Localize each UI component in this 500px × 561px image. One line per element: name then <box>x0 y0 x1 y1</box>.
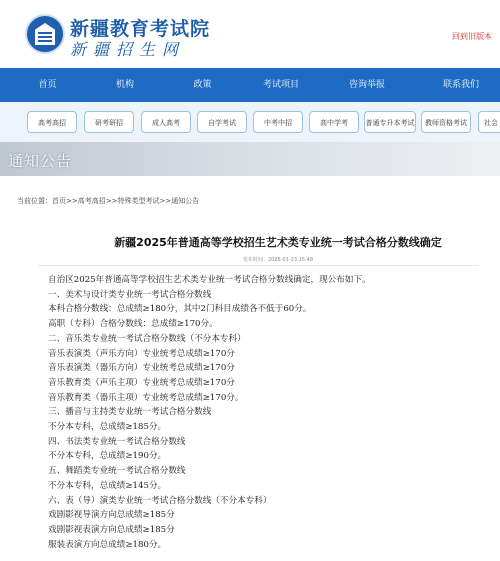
main-nav <box>0 68 500 102</box>
article-paragraph: 本科合格分数线：总成绩≥180分，其中2门科目成绩各不低于60分。 <box>48 304 312 315</box>
site-header <box>0 0 500 68</box>
breadcrumb-separator: >> <box>159 197 172 205</box>
article-paragraph: 五、舞蹈类专业统一考试合格分数线 <box>48 466 186 477</box>
breadcrumb-item-gaokao[interactable]: 高考高招 <box>77 197 106 205</box>
category-teacher-cert[interactable]: 教师资格考试 <box>421 111 471 133</box>
breadcrumb-separator: >> <box>66 197 78 205</box>
article-paragraph: 戏剧影视导演方向总成绩≥185分 <box>48 510 175 521</box>
breadcrumb-item-special-exam[interactable]: 特殊类型考试 <box>117 197 160 205</box>
article-title: 新疆2025年普通高等学校招生艺术类专业统一考试合格分数线确定 <box>114 236 442 249</box>
return-old-version-link[interactable]: 回到旧版本 <box>452 32 492 41</box>
banner-title: 通知公告 <box>8 152 73 170</box>
article-paragraph: 不分本专科，总成绩≥190分。 <box>48 451 167 462</box>
category-adult-exam[interactable]: 成人高考 <box>141 111 191 133</box>
category-bar <box>0 102 500 142</box>
breadcrumb <box>17 196 199 206</box>
article-paragraph: 戏剧影视表演方向总成绩≥185分 <box>48 524 175 535</box>
article-paragraph: 音乐教育类（器乐主项）专业统考总成绩≥170分。 <box>48 392 244 403</box>
nav-consult-report[interactable]: 咨询举报 <box>348 80 385 90</box>
article-paragraph: 音乐表演类（声乐方向）专业统考总成绩≥170分 <box>48 348 235 359</box>
nav-exam-projects[interactable]: 考试项目 <box>262 80 299 90</box>
category-graduate[interactable]: 研考研招 <box>84 111 134 133</box>
article-paragraph: 二、音乐类专业统一考试合格分数线（不分本专科） <box>48 333 246 344</box>
site-title[interactable]: 新疆教育考试院 <box>70 18 211 40</box>
breadcrumb-prefix: 当前位置： <box>17 197 52 205</box>
article-paragraph: 六、表（导）演类专业统一考试合格分数线（不分本专科） <box>48 495 272 506</box>
category-self-study[interactable]: 自学考试 <box>197 111 247 133</box>
breadcrumb-item-home[interactable]: 首页 <box>52 197 66 205</box>
article-paragraph: 三、播音与主持类专业统一考试合格分数线 <box>48 407 212 418</box>
article-paragraph: 不分本专科，总成绩≥145分。 <box>48 480 167 491</box>
article-paragraph: 自治区2025年普通高等学校招生艺术类专业统一考试合格分数线确定，现公布如下。 <box>48 275 371 285</box>
category-academic-test[interactable]: 高中学考 <box>309 111 359 133</box>
breadcrumb-item-notice[interactable]: 通知公告 <box>171 197 200 205</box>
title-divider <box>38 265 478 266</box>
category-social[interactable]: 社会 <box>478 111 500 133</box>
article-paragraph: 音乐表演类（器乐方向）专业统考总成绩≥170分 <box>48 363 235 374</box>
category-zhongkao[interactable]: 中考中招 <box>253 111 303 133</box>
nav-policy[interactable]: 政策 <box>193 80 212 90</box>
nav-organization[interactable]: 机构 <box>115 80 134 90</box>
breadcrumb-separator: >> <box>105 197 118 205</box>
logo-icon[interactable] <box>25 14 65 54</box>
nav-home[interactable]: 首页 <box>38 80 57 90</box>
article-paragraph: 服装表演方向总成绩≥180分。 <box>48 539 167 550</box>
article-paragraph: 四、书法类专业统一考试合格分数线 <box>48 436 186 447</box>
category-upgrade-exam[interactable]: 普通专升本考试 <box>364 111 416 133</box>
article-paragraph: 不分本专科，总成绩≥185分。 <box>48 422 167 433</box>
site-subtitle: 新疆招生网 <box>70 40 186 59</box>
category-gaokao[interactable]: 高考高招 <box>27 111 77 133</box>
article-paragraph: 一、美术与设计类专业统一考试合格分数线 <box>48 289 212 300</box>
article-publish-time: 发布时间：2025-01-23 15:48 <box>242 257 314 263</box>
nav-contact-us[interactable]: 联系我们 <box>442 80 479 90</box>
section-banner <box>0 142 500 176</box>
article-paragraph: 高职（专科）合格分数线：总成绩≥170分。 <box>48 319 218 330</box>
article-body <box>48 273 488 552</box>
article-paragraph: 音乐教育类（声乐主项）专业统考总成绩≥170分 <box>48 377 235 388</box>
